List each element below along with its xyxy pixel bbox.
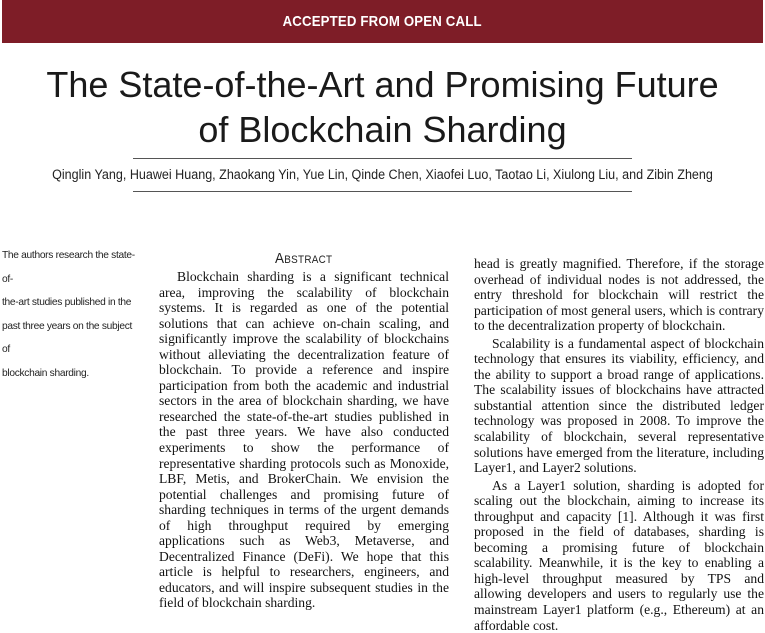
title-divider-bottom [133, 191, 632, 192]
banner-label: ACCEPTED FROM OPEN CALL [282, 13, 483, 30]
abstract-heading: Abstract [275, 250, 333, 267]
title-line-2: of Blockchain Sharding [198, 109, 567, 150]
article-title [0, 62, 765, 152]
body-paragraph-1: head is greatly magnified. Therefore, if the storage overhead of individual nodes is not addressed, the entry threshold for blockchain will restrict the participation of most general users, which is contrary to the decentralization property of blockchain. [474, 256, 764, 334]
abstract-paragraph: Blockchain sharding is a significant technical area, improving the scalability of blockchain systems. It is regarded as one of the potential solutions that can achieve on-chain scaling, and significantly improve the scalability of blockchains without alleviating the decentralization feature of blockchain. To provide a reference and inspire participation from both the academic and industrial sectors in the area of blockchain sharding, we have researched the state-of-the-art studies published in the past three years. We have also conducted experiments to show the performance of representative sharding protocols such as Monoxide, LBF, Metis, and BrokerChain. We envision the potential challenges and promising future of sharding techniques in terms of the urgent demands of high throughput required by emerging applications such as Web3, Metaverse, and Decentralized Finance (DeFi). We hope that this article is helpful to researchers, engineers, and educators, and will inspire subsequent studies in the field of blockchain sharding. [159, 269, 449, 611]
body-paragraph-2: Scalability is a fundamental aspect of blockchain technology that ensures its viability, efficiency, and the ability to support a broad range of applications. The scalability issues of blockchains have attracted substantial attention since the distributed ledger technology was proposed in 2008. To improve the scalability of blockchain, several representative solutions have emerged from the literature, including Layer1, and Layer2 solutions. [474, 335, 764, 476]
author-list: Qinglin Yang, Huawei Huang, Zhaokang Yin, Yue Lin, Qinde Chen, Xiaofei Luo, Taotao Li, Xiulong Liu, and Zibin Zheng [52, 167, 713, 182]
section-banner [2, 0, 763, 43]
body-column [474, 256, 764, 633]
abstract-column [159, 269, 449, 611]
pull-quote-line: past three years on the subject of [2, 320, 133, 355]
pull-quote-line: blockchain sharding. [2, 367, 89, 379]
title-divider-top [133, 158, 632, 159]
title-line-1: The State-of-the-Art and Promising Future [46, 64, 719, 105]
pull-quote-line: the-art studies published in the [2, 297, 132, 308]
body-paragraph-3: As a Layer1 solution, sharding is adopted for scaling out the blockchain, aiming to increase its throughput and capacity [1]. Although it was first proposed in the field of databases, sharding is becoming a promising future of blockchain scalability. Meanwhile, it is the key to enabling a high-level throughput measured by TPS and allowing developers and users to regularly use the mainstream Layer1 platform (e.g., Ethereum) at an affordable cost. [474, 477, 764, 633]
pull-quote-line: The authors research the state-of- [2, 250, 135, 285]
pull-quote [2, 244, 142, 385]
